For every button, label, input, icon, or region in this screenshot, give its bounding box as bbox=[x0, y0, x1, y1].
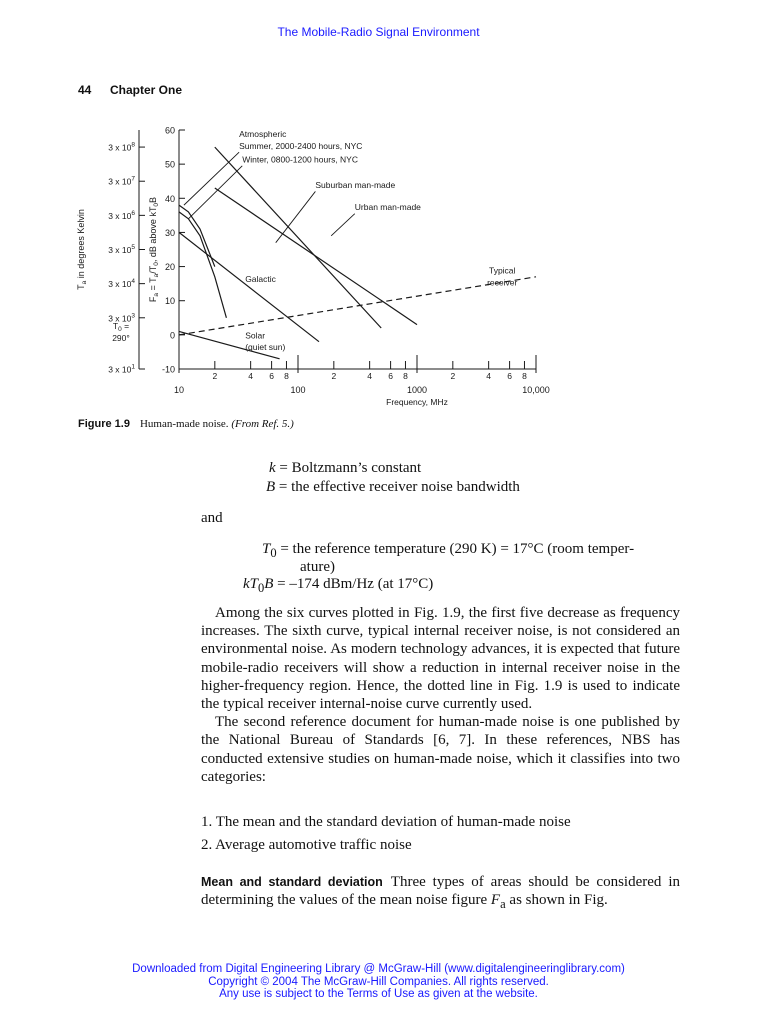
y-axis-title-db-part: 0 bbox=[153, 262, 160, 266]
paragraph: Among the six curves plotted in Fig. 1.9, the first five decrease as frequency increases. The sixth curve, typical internal receiver noise, is not considered an environmental noise. As modern technology advances, it is expected that future mobile-radio receivers will show a reduction in internal receiver noise in the higher-frequency region. Hence, the dotted line in Fig. 1.9 is used to indicate the typical receiver internal-noise curve currently used. bbox=[201, 605, 680, 713]
y-tick-label-db: 30 bbox=[164, 227, 175, 238]
y-tick-exponent: 4 bbox=[131, 278, 135, 286]
y-axis-title-kelvin-sub: a bbox=[81, 280, 88, 285]
chart-root bbox=[76, 126, 550, 408]
y-tick-label-db: -10 bbox=[161, 364, 175, 375]
x-axis-title: Frequency, MHz bbox=[386, 397, 448, 407]
receiver-line bbox=[179, 277, 536, 335]
y-tick-exponent: 1 bbox=[131, 363, 135, 371]
y-axis-title-db-part: 0 bbox=[153, 202, 160, 207]
page-number: 44 bbox=[78, 83, 92, 97]
list-item: 1. The mean and the standard deviation of human-made noise bbox=[201, 814, 571, 830]
def-symbol: k bbox=[269, 460, 276, 476]
y-tick-label-kelvin: 3 x $10^8$ bbox=[108, 141, 135, 153]
annotation-urban: Urban man-made bbox=[354, 202, 421, 213]
x-minor-tick-label: 8 bbox=[403, 371, 408, 381]
noise-chart bbox=[60, 118, 560, 413]
and-text: and bbox=[201, 510, 223, 526]
footer-line: Copyright © 2004 The McGraw-Hill Companies. All rights reserved. bbox=[208, 975, 549, 988]
last-paragraph-text: Three types of areas should be considered in determining the values of the mean noise figure bbox=[201, 874, 680, 909]
t0-line1: = the reference temperature (290 K) = 17°C (room temper- bbox=[276, 541, 635, 557]
annotation-atmospheric: Atmospheric bbox=[239, 128, 287, 139]
leader-winter bbox=[188, 166, 242, 219]
y-axis-title-db-part: B bbox=[148, 196, 158, 203]
annotation-suburban: Suburban man-made bbox=[315, 180, 396, 191]
y-tick-exponent: 6 bbox=[131, 209, 135, 217]
t0-symbol: T bbox=[262, 541, 271, 557]
list-item: 2. Average automotive traffic noise bbox=[201, 837, 412, 853]
annotation-galactic: Galactic bbox=[245, 273, 276, 284]
y-tick-label-kelvin: 3 x $10^4$ bbox=[108, 278, 135, 290]
category-list bbox=[201, 814, 571, 860]
y-tick-exponent: 8 bbox=[131, 141, 135, 149]
y-axis-title-db-part: , dB above kT bbox=[148, 206, 158, 263]
y-tick-label-db: 40 bbox=[164, 193, 175, 204]
t0-label: $T_0$ = bbox=[112, 321, 130, 334]
annotation-solar-2: (quiet sun) bbox=[245, 342, 286, 353]
suburban-line bbox=[215, 147, 381, 328]
y-tick-label-kelvin: 3 x $10^3$ bbox=[108, 312, 135, 324]
x-minor-tick-label: 8 bbox=[522, 371, 527, 381]
running-head[interactable]: The Mobile-Radio Signal Environment bbox=[277, 25, 480, 39]
figure-caption-text: Human-made noise. bbox=[139, 418, 229, 430]
y-tick-label-db: 10 bbox=[164, 296, 175, 307]
x-tick-label: 1000 bbox=[406, 385, 428, 395]
x-minor-tick-label: 2 bbox=[450, 371, 456, 381]
y-axis-title-db-part: F bbox=[148, 296, 158, 303]
x-minor-tick-label: 8 bbox=[284, 371, 289, 381]
x-minor-tick-label: 6 bbox=[388, 371, 393, 381]
x-minor-tick-label: 2 bbox=[331, 371, 337, 381]
galactic-line bbox=[179, 232, 319, 341]
leader-urban bbox=[331, 214, 355, 236]
leader-summer bbox=[184, 152, 239, 205]
y-tick-label-kelvin: 3 x $10^7$ bbox=[108, 175, 135, 187]
figure-label: Figure 1.9 bbox=[78, 418, 130, 430]
y-axis-title-kelvin-rest: in degrees Kelvin bbox=[76, 209, 86, 281]
y-tick-label-db: 50 bbox=[164, 159, 175, 170]
def-text: = the effective receiver noise bandwidth bbox=[278, 479, 520, 495]
atmospheric-winter-line bbox=[179, 212, 226, 318]
ktb-text: = –174 dBm/Hz (at 17°C) bbox=[273, 576, 434, 592]
definition-b bbox=[266, 478, 520, 497]
y-tick-label-kelvin: 3 x $10^6$ bbox=[108, 209, 135, 221]
definition-ktb bbox=[243, 575, 433, 598]
section-runin-heading: Mean and standard deviation bbox=[201, 875, 383, 889]
y-tick-label-db: 60 bbox=[164, 125, 175, 136]
footer-line[interactable]: Downloaded from Digital Engineering Library @ McGraw-Hill (www.digitalengineeringlibrary.com) bbox=[132, 963, 625, 975]
y-tick-exponent: 5 bbox=[131, 244, 135, 251]
annotation-summer: Summer, 2000-2400 hours, NYC bbox=[239, 140, 363, 151]
y-axis-title-db-part: /T bbox=[148, 265, 158, 274]
fa-symbol: F bbox=[490, 892, 501, 909]
y-axis-title-kelvin: $T_a$ in degrees Kelvin bbox=[76, 209, 88, 290]
annotation-solar: Solar bbox=[245, 330, 266, 341]
y-tick-label-db: 20 bbox=[164, 262, 175, 273]
def-text: = Boltzmann’s constant bbox=[279, 460, 422, 476]
annotation-typical: Typical bbox=[488, 265, 516, 276]
y-tick-label-kelvin: 3 x $10^5$ bbox=[108, 244, 135, 255]
chapter-title: Chapter One bbox=[110, 83, 183, 97]
x-minor-tick-label: 4 bbox=[367, 371, 373, 381]
x-minor-tick-label: 4 bbox=[248, 371, 254, 381]
definition-k bbox=[269, 459, 421, 478]
x-minor-tick-label: 6 bbox=[507, 371, 512, 381]
y-tick-exponent: 3 bbox=[131, 312, 135, 320]
x-minor-tick-label: 2 bbox=[212, 371, 218, 381]
t0-equals: = bbox=[121, 321, 130, 332]
y-axis-title-db bbox=[148, 197, 160, 302]
ktb-symbol: kT bbox=[243, 576, 258, 592]
ktb-sub: 0 bbox=[258, 581, 265, 595]
y-axis-title-db-part: a bbox=[153, 273, 160, 278]
x-minor-tick-label: 4 bbox=[486, 371, 492, 381]
x-minor-tick-label: 6 bbox=[269, 371, 274, 381]
y-axis-title-db-part: = T bbox=[148, 277, 158, 293]
t0-line2: ature) bbox=[300, 559, 335, 575]
t0-subscript: 0 bbox=[118, 326, 122, 334]
body-paragraphs bbox=[201, 604, 680, 786]
t0-value: 290° bbox=[112, 332, 130, 343]
y-axis-title-db-part: a bbox=[153, 292, 160, 297]
x-tick-label: 100 bbox=[290, 385, 306, 395]
ktb-b: B bbox=[264, 576, 274, 592]
def-symbol: B bbox=[266, 479, 276, 495]
annotation-winter: Winter, 0800-1200 hours, NYC bbox=[242, 154, 359, 165]
last-paragraph bbox=[201, 873, 680, 913]
annotation-receiver: receiver bbox=[487, 277, 518, 288]
fa-sub: a bbox=[500, 897, 506, 912]
y-tick-label-db: 0 bbox=[169, 330, 175, 341]
last-paragraph-tail: as shown in Fig. bbox=[505, 892, 608, 909]
footer bbox=[0, 963, 757, 1001]
paragraph: The second reference document for human-made noise is one published by the National Bureau of Standards [6, 7]. In these references, NBS has conducted extensive studies on human-made noise, which it classifies into two categories: bbox=[201, 714, 680, 785]
figure-source: (From Ref. 5.) bbox=[231, 418, 294, 430]
y-tick-label-kelvin: 3 x $10^1$ bbox=[108, 363, 135, 375]
footer-line[interactable]: Any use is subject to the Terms of Use as given at the website. bbox=[219, 988, 538, 1000]
t0-sub: 0 bbox=[270, 546, 277, 560]
x-tick-label: 10,000 bbox=[522, 385, 550, 395]
figure-caption bbox=[78, 418, 294, 430]
x-tick-label: 10 bbox=[173, 385, 185, 395]
y-tick-exponent: 7 bbox=[131, 175, 135, 183]
